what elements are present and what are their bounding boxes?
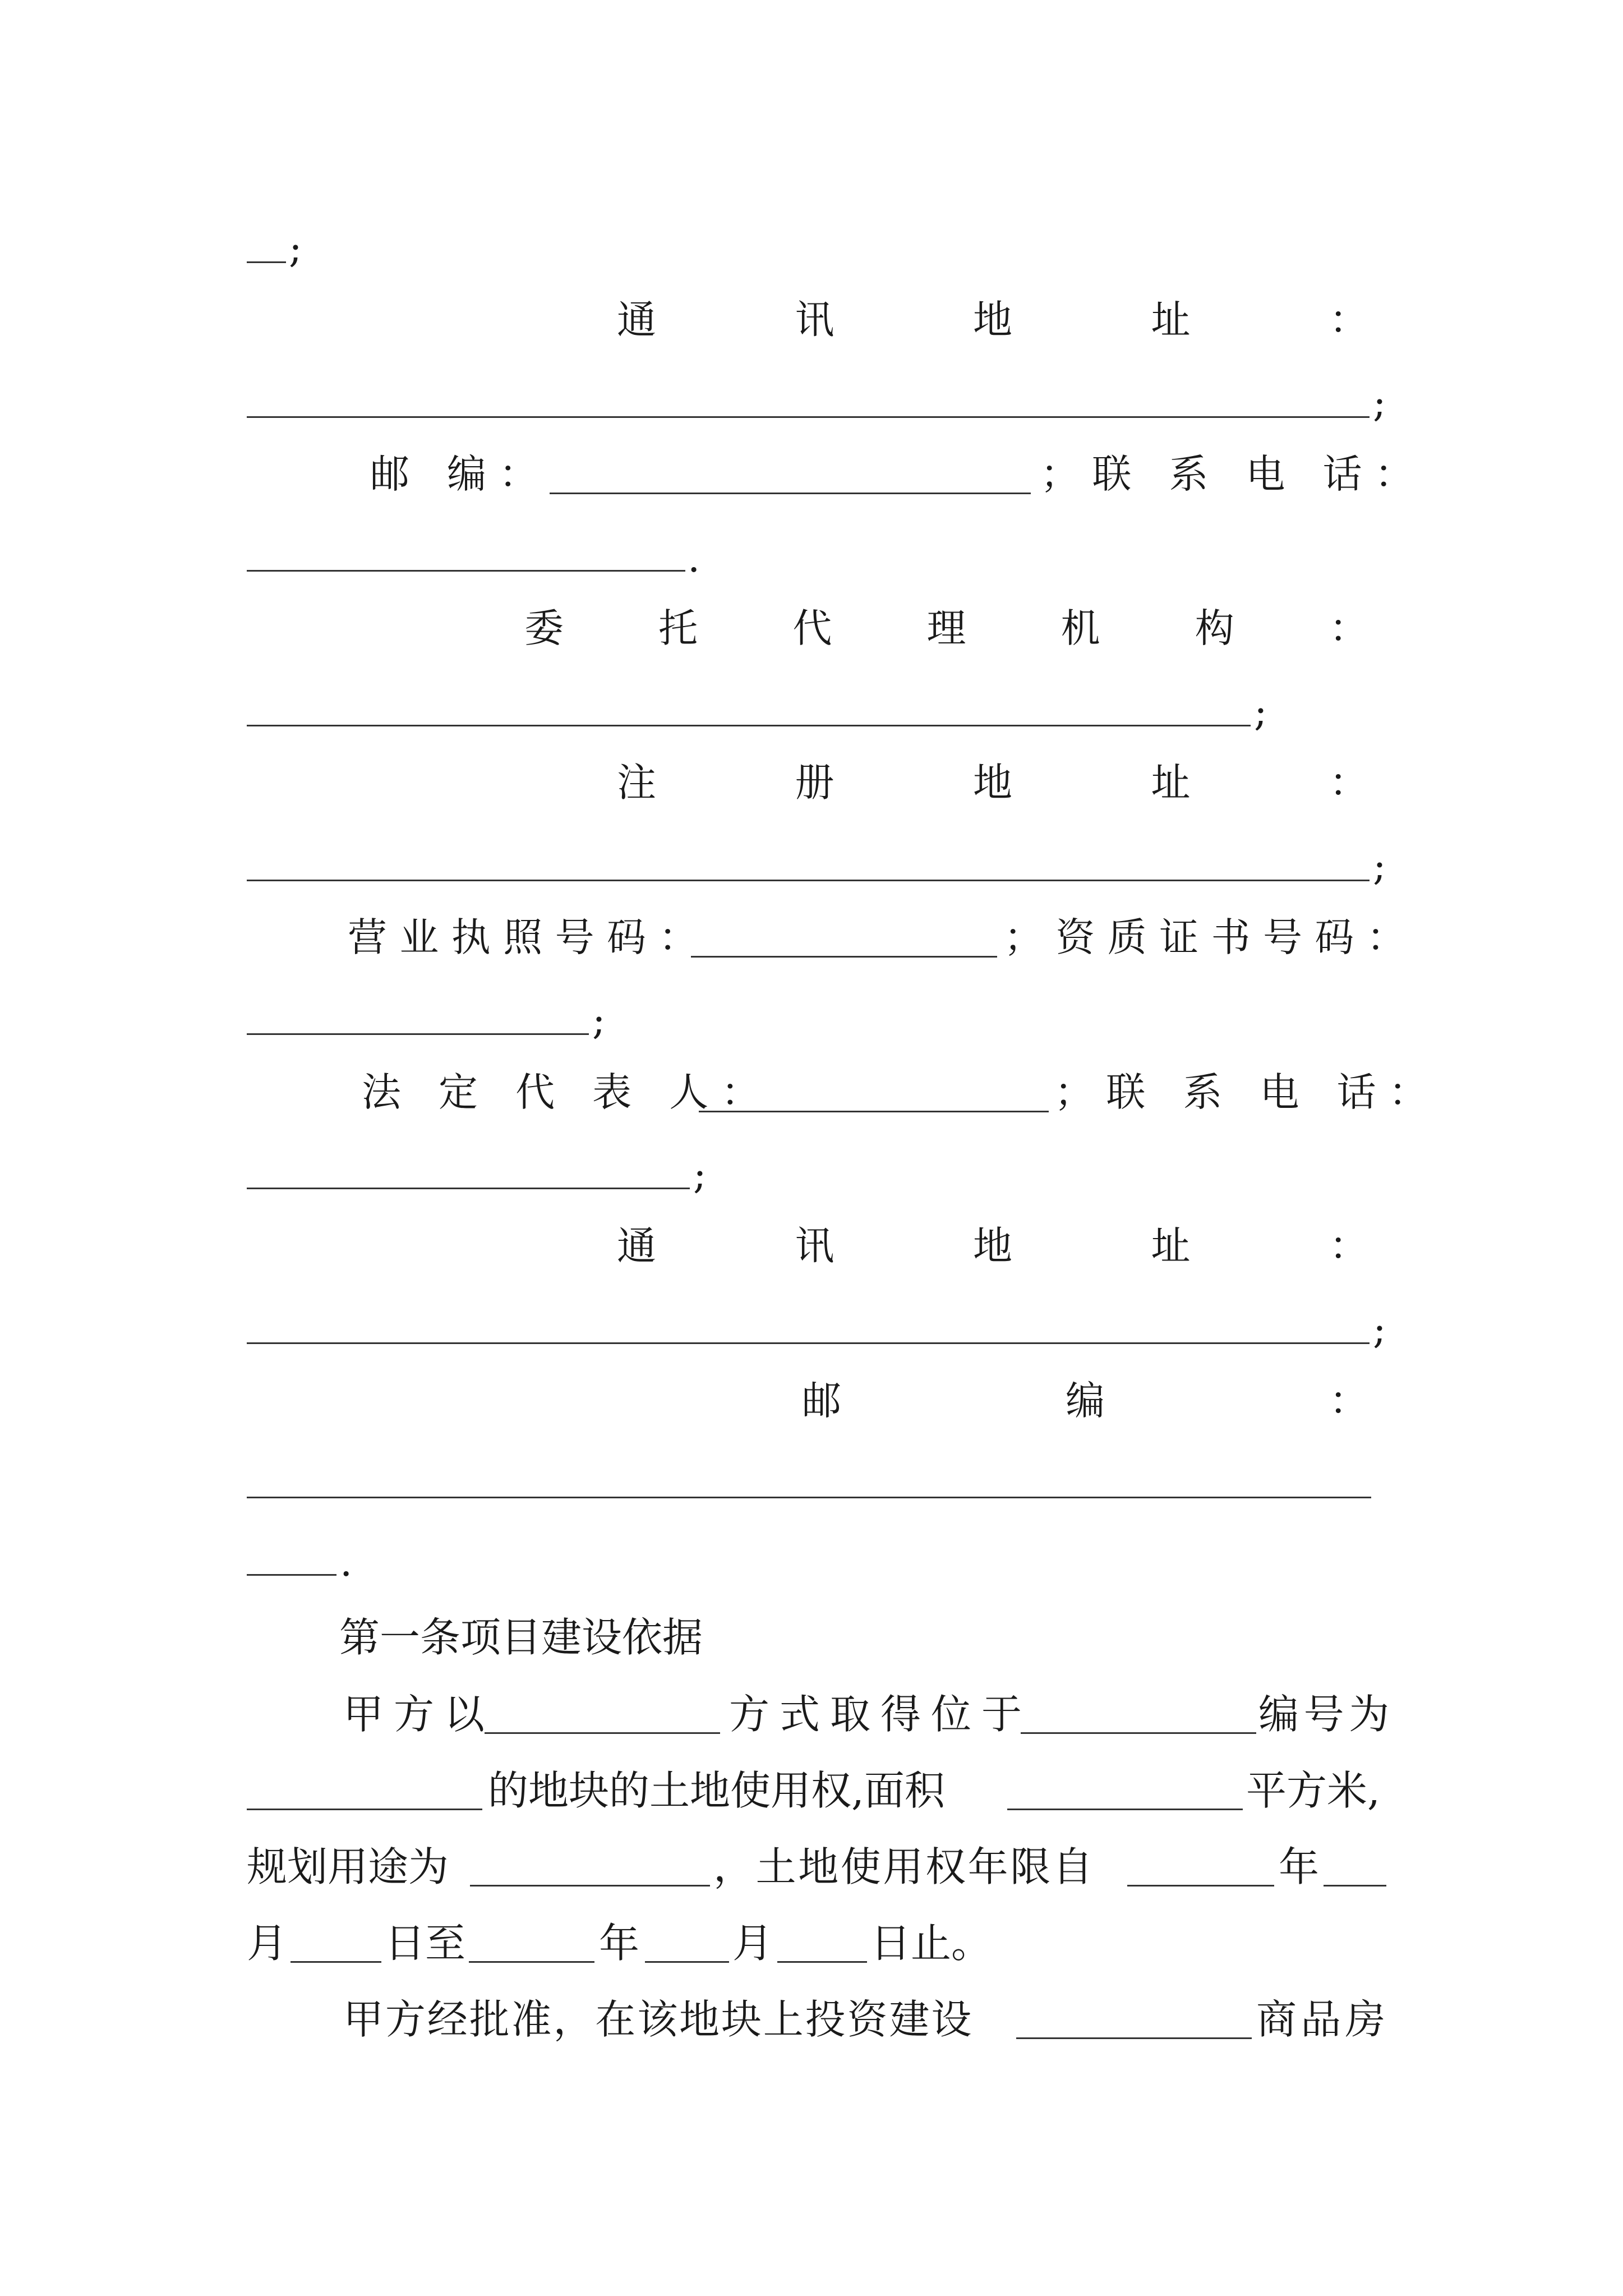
license-number-label: 营业执照号码： (348, 914, 711, 960)
text-segment: 甲方以 (343, 1691, 495, 1738)
phone-blank-2[interactable] (247, 1188, 690, 1189)
end-year-blank[interactable] (469, 1961, 594, 1963)
text-segment: 日止。 (870, 1920, 992, 1967)
start-year-blank[interactable] (1127, 1885, 1274, 1887)
semicolon: ; (1373, 843, 1386, 889)
comm-address-label-2: 通 讯 地 址 ： (617, 1223, 1368, 1269)
agency-blank[interactable] (247, 725, 1251, 726)
planned-use-blank[interactable] (470, 1885, 710, 1887)
text-segment: 月 (732, 1920, 773, 1967)
postcode-blank[interactable] (550, 493, 1031, 494)
text-segment: ，土地使用权年限自 (713, 1843, 1095, 1890)
start-month-blank[interactable] (1324, 1885, 1386, 1887)
project-name-blank[interactable] (1016, 2037, 1252, 2039)
period: . (688, 535, 700, 581)
article-heading: 第一条项目建设依据 (339, 1614, 703, 1661)
text-segment: 平方米, (1246, 1767, 1380, 1814)
start-day-blank[interactable] (291, 1961, 381, 1963)
text-segment: 商品房 (1256, 1996, 1390, 2043)
text-segment: 编号为 (1258, 1691, 1394, 1738)
semicolon: ; (592, 997, 606, 1043)
comm-address-blank-2[interactable] (247, 1342, 1370, 1344)
period: . (340, 1539, 353, 1585)
registered-address-label: 注 册 地 址 ： (617, 760, 1368, 806)
comm-address-label: 通 讯 地 址 ： (617, 297, 1368, 343)
cert-number-blank[interactable] (247, 1033, 589, 1035)
license-number-blank[interactable] (691, 956, 997, 958)
text-segment: 年 (599, 1920, 640, 1967)
agency-label: 委 托 代 理 机 构 ： (524, 605, 1368, 651)
text-segment: 年 (1279, 1843, 1320, 1890)
semicolon: ; (1254, 689, 1267, 735)
semicolon: ; (289, 226, 302, 272)
blank-line[interactable] (247, 261, 286, 263)
text-segment: 甲方经批准，在该地块上投资建设 (343, 1996, 974, 2043)
area-blank[interactable] (1007, 1809, 1243, 1810)
comm-address-blank[interactable] (247, 416, 1370, 418)
postcode-blank-2-cont[interactable] (247, 1574, 336, 1576)
semicolon: ; (1373, 1306, 1386, 1352)
end-day-blank[interactable] (777, 1961, 867, 1963)
location-blank[interactable] (1021, 1732, 1256, 1734)
postcode-blank-2[interactable] (247, 1497, 1371, 1498)
postcode-label: 邮 编： (370, 451, 551, 497)
cert-number-label: ；资质证书号码： (1004, 914, 1419, 960)
semicolon: ; (693, 1152, 707, 1198)
text-segment: 规划用途为 (247, 1843, 449, 1890)
text-segment: 月 (247, 1920, 288, 1967)
phone-label: ；联 系 电 话： (1040, 451, 1427, 497)
legal-rep-label: 法 定 代 表 人： (362, 1069, 773, 1115)
phone-label-2: ；联 系 电 话： (1054, 1069, 1441, 1115)
phone-blank[interactable] (247, 570, 685, 572)
text-segment: 的地块的土地使用权,面积 (488, 1767, 945, 1814)
postcode-label-2: 邮 编 ： (802, 1378, 1368, 1424)
text-segment: 方式取得位于 (729, 1691, 1032, 1738)
end-month-blank[interactable] (645, 1961, 729, 1963)
semicolon: ; (1373, 380, 1386, 426)
text-segment: 日至 (385, 1920, 466, 1967)
plot-number-blank[interactable] (247, 1809, 482, 1810)
registered-address-blank[interactable] (247, 880, 1370, 881)
legal-rep-blank[interactable] (699, 1111, 1049, 1112)
acquire-method-blank[interactable] (485, 1732, 720, 1734)
